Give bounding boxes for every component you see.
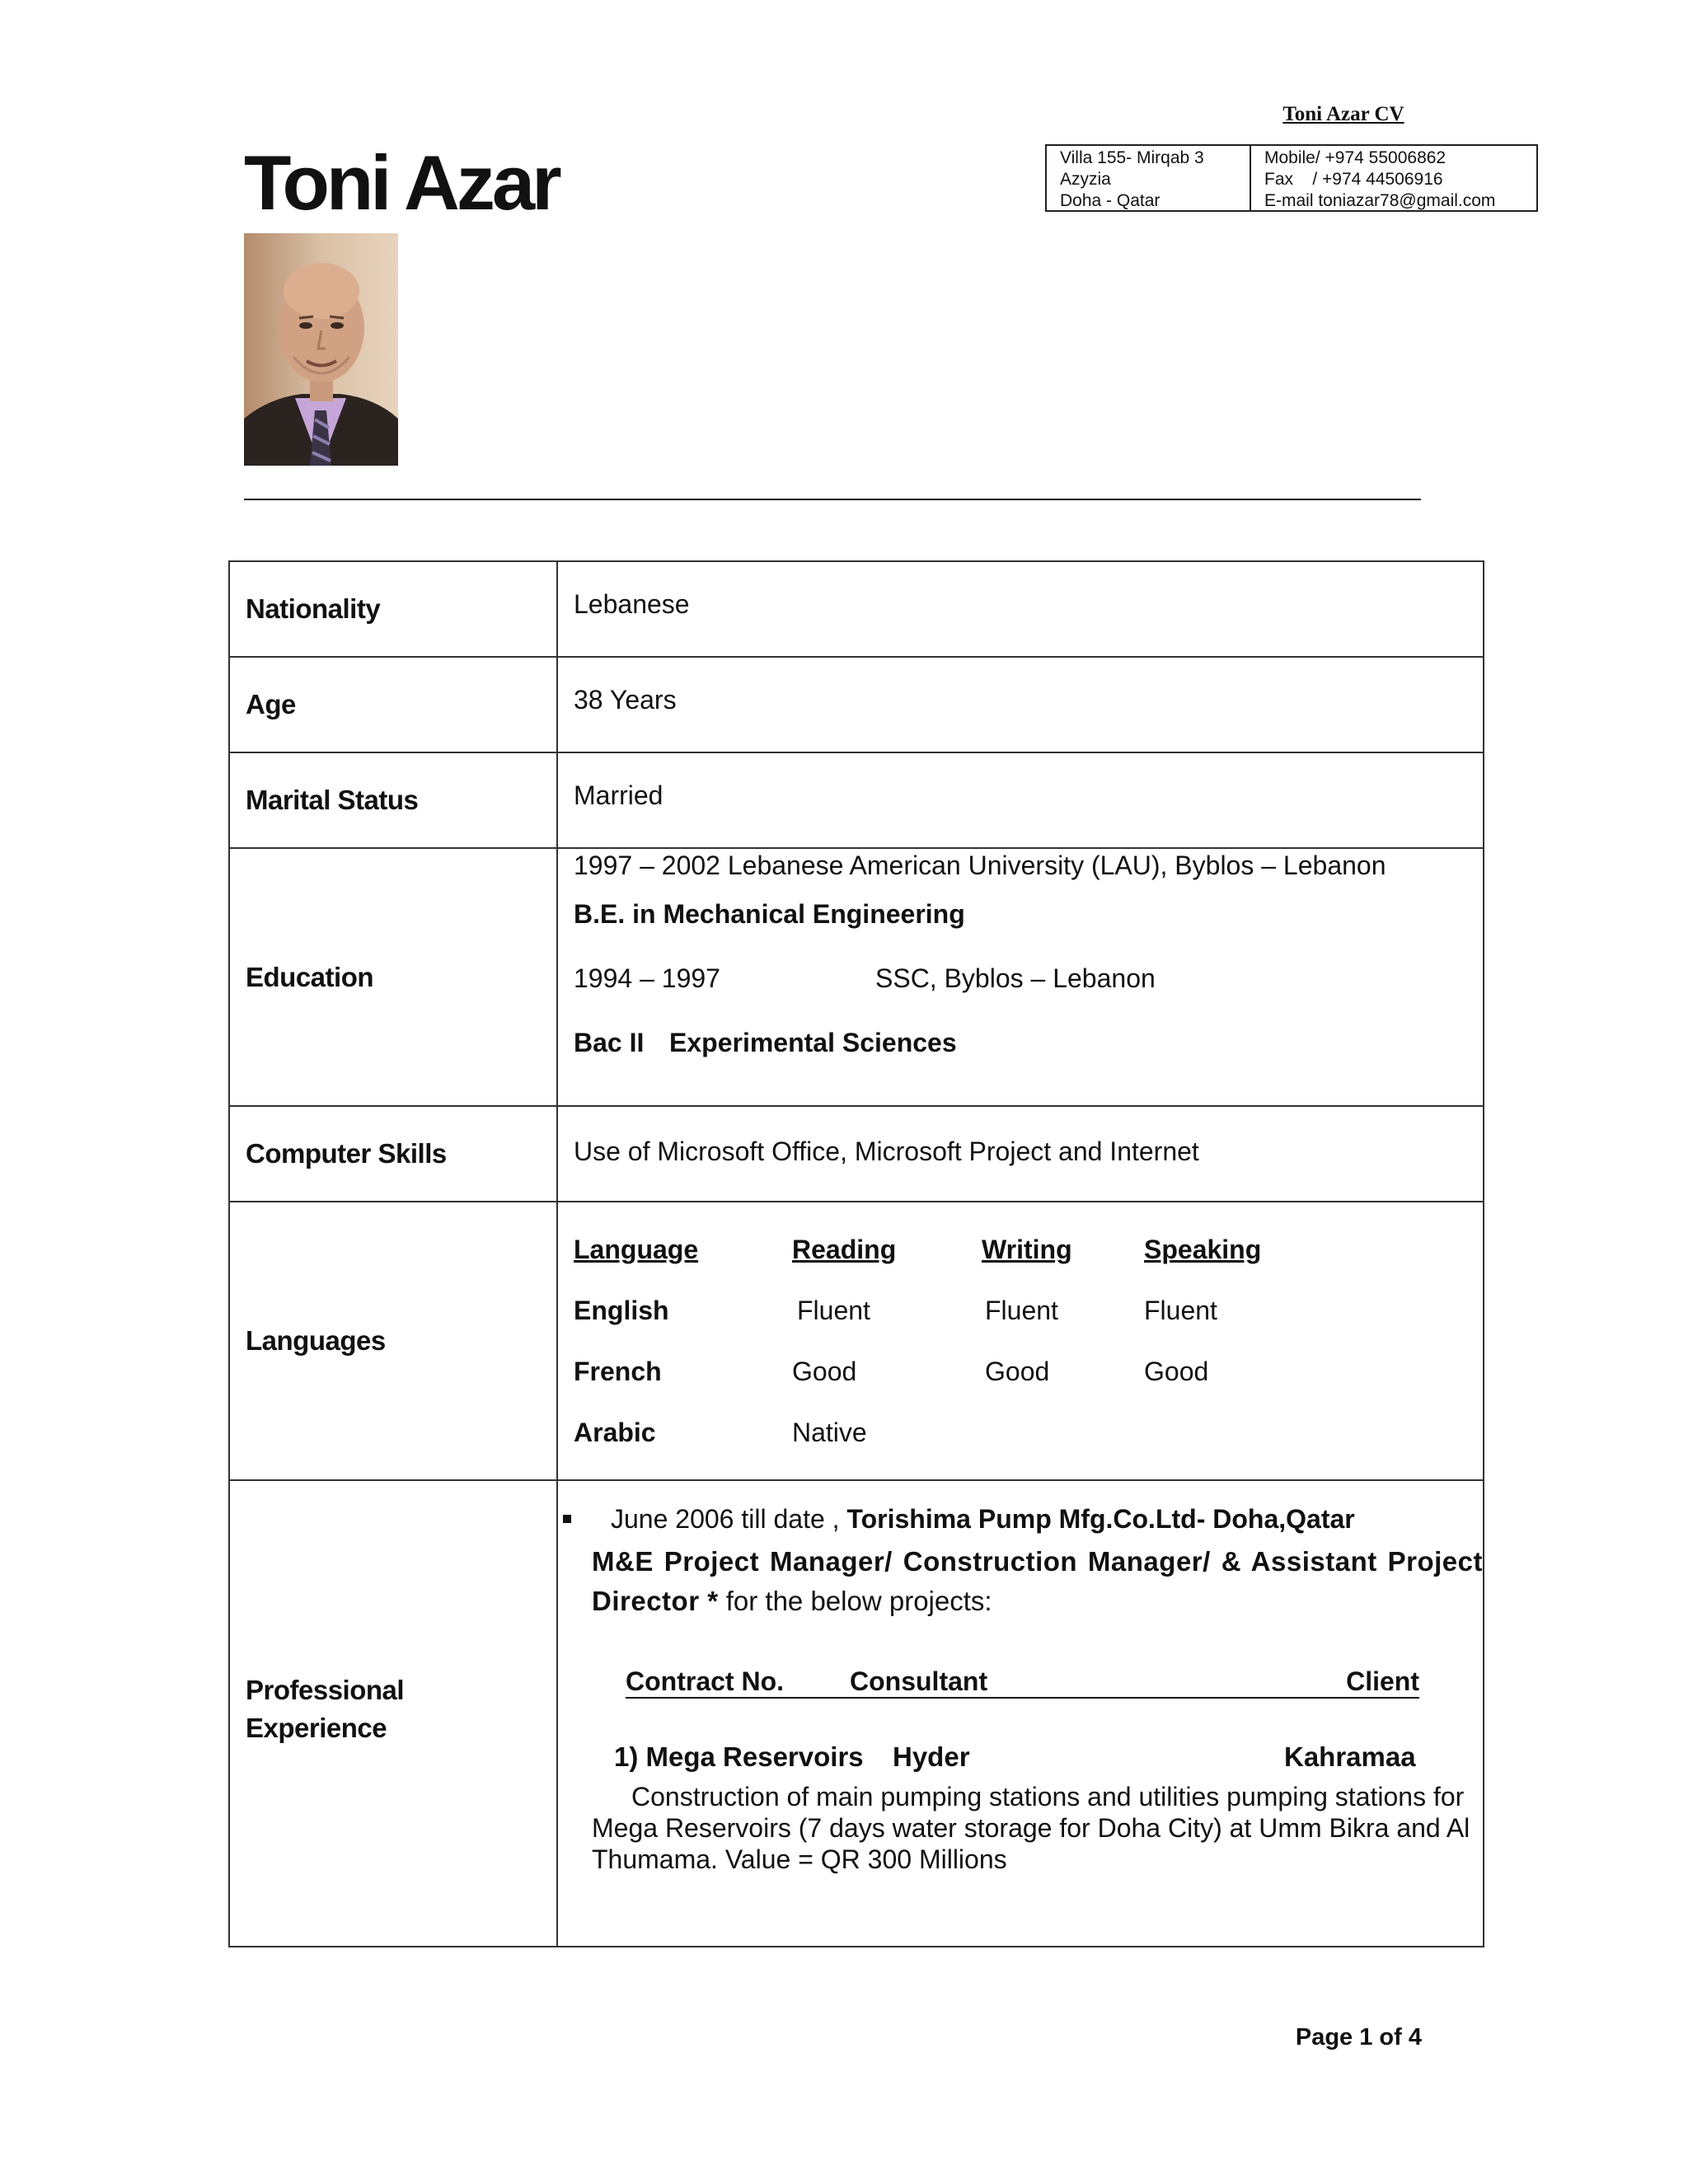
language-row-arabic [574, 1402, 1483, 1463]
contact-box [1045, 144, 1538, 212]
education-ssc-years: 1994 – 1997 [574, 963, 720, 993]
language-speaking: Fluent [1144, 1295, 1217, 1325]
experience-value [557, 1480, 1484, 1947]
table-row [229, 752, 1484, 848]
age-label: Age [229, 657, 557, 752]
age-text: 38 Years [574, 684, 677, 715]
language-name: Arabic [574, 1417, 656, 1447]
languages-header-language: Language [574, 1234, 699, 1264]
contract-header-client: Client [1346, 1666, 1419, 1696]
table-row [229, 848, 1484, 1106]
languages-header-writing: Writing [982, 1234, 1072, 1264]
language-writing: Fluent [985, 1295, 1058, 1325]
experience-period: June 2006 till date , [611, 1503, 840, 1534]
address-line: Villa 155- Mirqab 3 [1060, 148, 1204, 167]
language-reading: Good [792, 1356, 857, 1386]
education-ssc-school: SSC, Byblos – Lebanon [875, 963, 1156, 993]
computer-skills-value [557, 1106, 1484, 1202]
education-degree: B.E. in Mechanical Engineering [574, 898, 965, 929]
languages-label: Languages [229, 1202, 557, 1480]
project-client: Kahramaa [1284, 1741, 1416, 1772]
table-row [229, 1480, 1484, 1947]
experience-entry [558, 1496, 1483, 1542]
experience-role-suffix: for the below projects: [725, 1586, 992, 1616]
experience-company: Torishima Pump Mfg.Co.Ltd- Doha,Qatar [846, 1503, 1355, 1534]
cv-table [228, 560, 1484, 1947]
age-value [557, 657, 1484, 752]
language-row-french [574, 1341, 1483, 1402]
education-label: Education [229, 848, 557, 1106]
education-ssc [574, 946, 1483, 1010]
experience-label-line: Professional [246, 1675, 405, 1705]
bullet-square-icon [563, 1515, 571, 1523]
nationality-value [557, 561, 1484, 657]
page-number: Page 1 of 4 [1295, 2024, 1422, 2050]
languages-header-speaking: Speaking [1144, 1234, 1262, 1264]
project-description-first: Construction of main pumping stations and utilities pumping stations for [631, 1782, 1465, 1811]
fax-number: Fax / +974 44506916 [1264, 170, 1443, 189]
languages-header-reading: Reading [792, 1234, 897, 1264]
education-bac [574, 1010, 1483, 1075]
project-description-rest: Mega Reservoirs (7 days water storage for Doha City) at Umm Bikra and Al Thumama. Value = QR 300 Millions [592, 1813, 1470, 1874]
experience-role-title: M&E Project Manager/ Construction Manager/ & Assistant Project Director * [592, 1546, 1483, 1616]
table-row [229, 657, 1484, 752]
computer-skills-text: Use of Microsoft Office, Microsoft Project and Internet [574, 1136, 1199, 1166]
running-header: Toni Azar CV [1282, 103, 1404, 125]
table-row [229, 561, 1484, 657]
address-column [1047, 146, 1251, 210]
language-writing: Good [985, 1356, 1050, 1386]
experience-label-line: Experience [246, 1713, 387, 1743]
marital-status-label: Marital Status [229, 752, 557, 848]
education-lau: 1997 – 2002 Lebanese American University (LAU), Byblos – Lebanon [574, 850, 1386, 880]
education-value [557, 848, 1484, 1106]
candidate-name: Toni Azar [244, 139, 559, 226]
table-row [229, 1106, 1484, 1202]
header-divider [244, 499, 1421, 500]
experience-label [229, 1480, 557, 1947]
marital-status-text: Married [574, 780, 663, 810]
contract-header-contract: Contract No. [626, 1666, 784, 1696]
language-name: French [574, 1356, 662, 1386]
contract-table-header [626, 1664, 1419, 1699]
experience-role [558, 1542, 1483, 1621]
contact-column [1251, 146, 1536, 210]
nationality-label: Nationality [229, 561, 557, 657]
address-line: Doha - Qatar [1060, 191, 1160, 210]
nationality-text: Lebanese [574, 588, 690, 619]
experience-label-text [246, 1671, 556, 1747]
mobile-number: Mobile/ +974 55006862 [1264, 148, 1447, 167]
email-address: E-mail toniazar78@gmail.com [1264, 191, 1496, 210]
language-row-english [574, 1280, 1483, 1341]
languages-header-row [574, 1219, 1483, 1280]
language-reading: Native [792, 1417, 867, 1447]
table-row [229, 1202, 1484, 1480]
language-name: English [574, 1295, 669, 1325]
project-description [558, 1781, 1483, 1916]
marital-status-value [557, 752, 1484, 848]
language-reading: Fluent [797, 1295, 870, 1325]
project-title: 1) Mega Reservoirs [614, 1741, 864, 1772]
language-speaking: Good [1144, 1356, 1209, 1386]
computer-skills-label: Computer Skills [229, 1106, 557, 1202]
project-line [614, 1741, 1483, 1773]
address-line: Azyzia [1060, 170, 1111, 189]
education-bac-field: Experimental Sciences [669, 1027, 957, 1057]
profile-photo [244, 233, 398, 466]
education-bac-level: Bac II [574, 1027, 645, 1057]
languages-value [557, 1202, 1484, 1480]
project-consultant: Hyder [893, 1741, 970, 1772]
contract-header-consultant: Consultant [850, 1666, 988, 1696]
